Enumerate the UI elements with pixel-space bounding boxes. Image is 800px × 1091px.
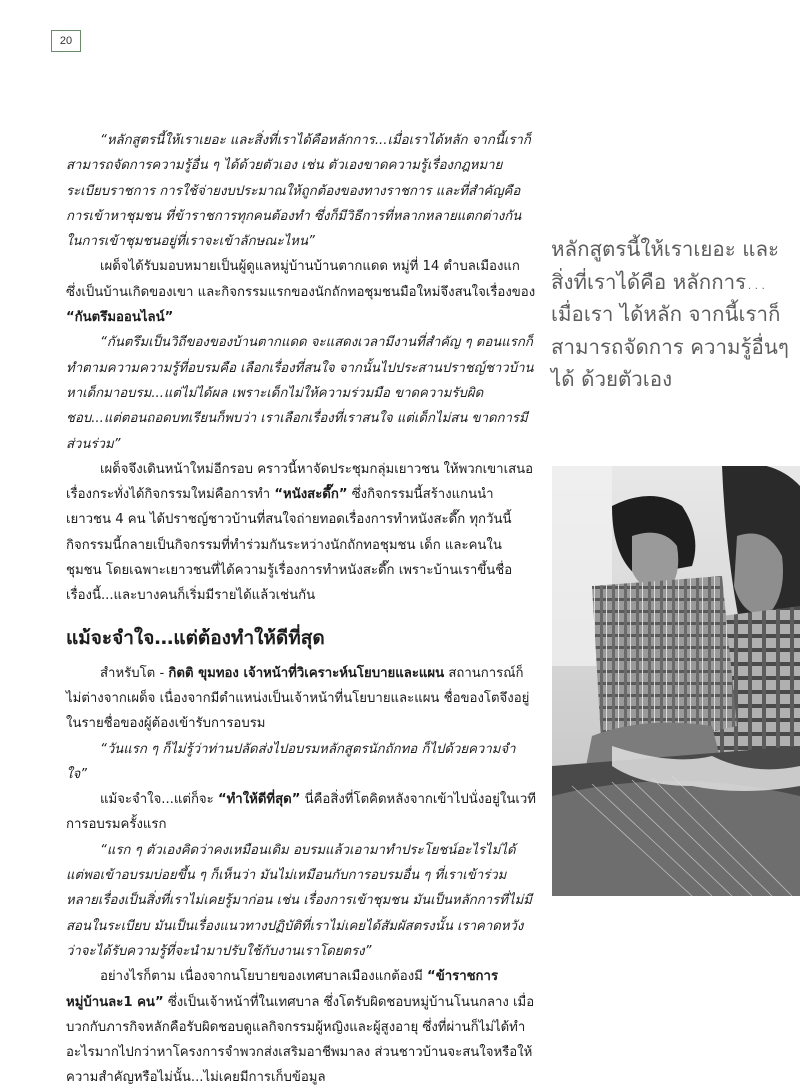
- article-body: [66, 128, 536, 1091]
- paragraph-9-bold: “ข้าราชการหมู่บ้านละ1 คน”: [66, 969, 499, 1010]
- paragraph-2: [66, 254, 536, 330]
- paragraph-9-text-b: ซึ่งเป็นเจ้าหน้าที่ในเทศบาล ซึ่งโตรับผิดชอบหมู่บ้านโนนกลาง เมื่อบวกกับภารกิจหลักคือรับผิดชอบดูแลกิจกรรมผู้หญิงและผู้สูงอายุ ซึ่งที่ผ่านก็ไม่ได้ทำอะไรมากไปกว่าหาโครงการจำพวกส่งเสริมอาชีพมาลง ส่วนชาวบ้านจะสนใจหรือให้ความสำคัญหรือไม่นั้น...ไม่เคยมีการเก็บข้อมูล: [66, 994, 535, 1086]
- paragraph-7-text-a: แม้จะจำใจ...แต่ก็จะ: [100, 792, 218, 808]
- paragraph-4-text-a: เผด็จจึงเดินหน้าใหม่อีกรอบ คราวนี้หาจัดประชุมกลุ่มเยาวชน ให้พวกเขาเสนอเรื่องกระทั่งได้กิจกรรมใหม่คือการทำ: [66, 461, 534, 503]
- paragraph-4: [66, 457, 536, 609]
- quote-paragraph-8: “แรก ๆ ตัวเองคิดว่าคงเหมือนเดิม อบรมแล้วเอามาทำประโยชน์อะไรไม่ได้ แต่พอเข้าอบรมบ่อยขึ้น ๆ ก็เห็นว่า มันไม่เหมือนกับการอบรมอื่น ๆ ที่เราเข้าร่วม หลายเรื่องเป็นสิ่งที่เราไม่เคยรู้มาก่อน เช่น เรื่องการเข้าชุมชน มันเป็นหลักการที่ไม่มีสอนในระเบียบ มันเป็นเรื่องแนวทางปฏิบัติที่เราไม่เคยได้สัมผัสตรงนั้น เราคาดหวังว่าจะได้รับความรู้ที่จะนำมาปรับใช้กับงานเราโดยตรง”: [66, 842, 532, 959]
- paragraph-7-bold: “ทำให้ดีที่สุด”: [217, 792, 301, 808]
- paragraph-4-text-b: ซึ่งกิจกรรมนี้สร้างแกนนำเยาวชน 4 คน ได้ปราชญ์ชาวบ้านที่สนใจถ่ายทอดเรื่องการทำหนังสะดึ๊ก ทุกวันนี้กิจกรรมนี้กลายเป็นกิจกรรมที่ทำร่วมกันระหว่างนักถักทอชุมชน เด็ก และคนในชุมชน โดยเฉพาะเยาวชนที่ได้ความรู้เรื่องการทำหนังสะดึ๊ก เพราะบ้านเราขึ้นชื่อเรื่องนี้...และบางคนก็เริ่มมีรายได้แล้วเช่นกัน: [66, 487, 513, 604]
- paragraph-5-text-a: สำหรับโต -: [100, 665, 169, 681]
- paragraph-2-bold: “กันตรึมออนไลน์”: [66, 310, 174, 326]
- section-heading: แม้จะจำใจ…แต่ต้องทำให้ดีที่สุด: [66, 626, 325, 649]
- quote-paragraph-1: “หลักสูตรนี้ให้เราเยอะ และสิ่งที่เราได้คือหลักการ...เมื่อเราได้หลัก จากนี้เราก็สามารถจัดการความรู้อื่น ๆ ได้ด้วยตัวเอง เช่น ตัวเองขาดความรู้เรื่องกฎหมายระเบียบราชการ การใช้จ่ายงบประมาณให้ถูกต้องของทางราชการ และที่สำคัญคือการเข้าหาชุมชน ที่ข้าราชการทุกคนต้องทำ ซึ่งก็มีวิธีการที่หลากหลายแตกต่างกันในการเข้าชุมชนอยู่ที่เราจะเข้าลักษณะไหน”: [66, 133, 531, 250]
- paragraph-7: [66, 787, 536, 838]
- paragraph-5-bold: กิตติ ขุมทอง เจ้าหน้าที่วิเคราะห์นโยบายและแผน: [168, 665, 445, 681]
- paragraph-9-text-a: อย่างไรก็ตาม เนื่องจากนโยบายของเทศบาลเมืองแกต้องมี: [100, 969, 428, 985]
- paragraph-9: [66, 964, 536, 1090]
- pull-quote: หลักสูตรนี้ให้เราเยอะ และสิ่งที่เราได้คือ หลักการ…เมื่อเรา ได้หลัก จากนี้เราก็ สามารถจัดการ ความรู้อื่นๆ ได้ ด้วยตัวเอง: [551, 237, 789, 391]
- photo-women-weaving: [552, 466, 800, 896]
- page-number: 20: [51, 30, 81, 52]
- quote-paragraph-3: “กันตรึมเป็นวิถีของของบ้านตากแดด จะแสดงเวลามีงานที่สำคัญ ๆ ตอนแรกก็ทำตามความความรู้ที่อบรมคือ เลือกเรื่องที่สนใจ จากนั้นไปประสานปราชญ์ชาวบ้าน หาเด็กมาอบรม...แต่ไม่ได้ผล เพราะเด็กไม่ให้ความร่วมมือ ขาดความรับผิดชอบ...แต่ตอนถอดบทเรียนก็พบว่า เราเลือกเรื่องที่เราสนใจ แต่เด็กไม่สน ขาดการมีส่วนร่วม”: [66, 335, 534, 452]
- paragraph-5-text-b: สถานการณ์ก็ไม่ต่างจากเผด็จ เนื่องจากมีตำแหน่งเป็นเจ้าหน้าที่นโยบายและแผน ชื่อของโตจึงอยู่ในรายชื่อของผู้ต้องเข้ารับการอบรม: [66, 665, 530, 732]
- paragraph-5: [66, 661, 536, 737]
- paragraph-4-bold: “หนังสะดึ๊ก”: [274, 487, 348, 503]
- paragraph-7-text-b: นี่คือสิ่งที่โตคิดหลังจากเข้าไปนั่งอยู่ในเวทีการอบรมครั้งแรก: [66, 792, 536, 833]
- paragraph-2-text: เผด็จได้รับมอบหมายเป็นผู้ดูแลหมู่บ้านบ้านตากแดด หมู่ที่ 14 ตำบลเมืองแก ซึ่งเป็นบ้านเกิดของเขา และกิจกรรมแรกของนักถักทอชุมชนมือใหม่จึงสนใจเรื่องของ: [66, 259, 536, 300]
- quote-paragraph-6: “วันแรก ๆ ก็ไม่รู้ว่าท่านปลัดส่งไปอบรมหลักสูตรนักถักทอ ก็ไปด้วยความจำใจ”: [66, 741, 516, 782]
